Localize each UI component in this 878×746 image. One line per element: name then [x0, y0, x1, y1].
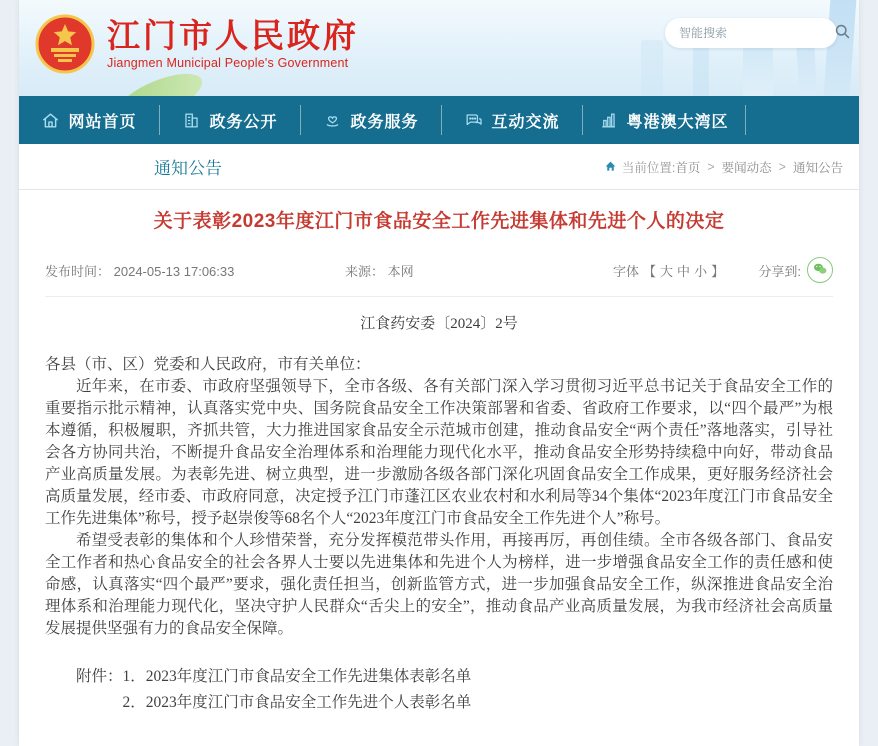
- skyline-decoration: [641, 40, 663, 96]
- page-card: [19, 0, 859, 746]
- bar-chart-icon: [599, 111, 618, 130]
- site-name: 江门市人民政府: [107, 16, 359, 54]
- font-size-bracket: 【: [643, 263, 657, 279]
- chat-icon: [464, 111, 483, 130]
- article-meta: [45, 257, 833, 297]
- source-label: 来源：: [345, 263, 385, 279]
- nav-item-gov-services[interactable]: [301, 96, 441, 144]
- search-button[interactable]: [834, 23, 851, 43]
- share-control: [758, 257, 833, 283]
- nav-item-label: 粤港澳大湾区: [626, 113, 729, 131]
- salutation: 各县（市、区）党委和人民政府，市有关单位：: [45, 356, 371, 373]
- breadcrumb-row: [19, 144, 859, 190]
- nav-spacer: [746, 96, 859, 144]
- font-size-control: [613, 261, 758, 280]
- breadcrumb-item-news[interactable]: 要闻动态: [721, 160, 772, 175]
- search-input[interactable]: [679, 26, 834, 40]
- document-number: 江食药安委〔2024〕2号: [360, 316, 518, 332]
- search-icon: [834, 23, 851, 43]
- section-title: 通知公告: [154, 159, 222, 178]
- nav-item-home[interactable]: [19, 96, 159, 144]
- source-value: 本网: [387, 263, 414, 279]
- breadcrumb-separator: >: [707, 159, 715, 174]
- attachments-list: [123, 664, 472, 716]
- attachment-link-2[interactable]: 2．2023年度江门市食品安全工作先进个人表彰名单: [122, 694, 472, 711]
- breadcrumb-item-home[interactable]: 首页: [675, 160, 701, 175]
- skyline-decoration: [693, 48, 709, 96]
- brand-text: [107, 18, 359, 70]
- article-source: [345, 261, 613, 280]
- font-size-large-button[interactable]: 大: [660, 263, 674, 279]
- wechat-share-button[interactable]: [807, 257, 833, 283]
- breadcrumb-location-label: 当前位置:: [621, 160, 676, 175]
- font-size-bracket: 】: [711, 263, 725, 279]
- search-box[interactable]: [665, 18, 837, 48]
- article-title: 关于表彰2023年度江门市食品安全工作先进集体和先进个人的决定: [153, 211, 725, 232]
- attachments-label: 附件：: [76, 668, 123, 685]
- publish-time: [45, 261, 345, 280]
- nav-item-bay-area[interactable]: [583, 96, 745, 144]
- building-icon: [182, 111, 201, 130]
- national-emblem-logo: [35, 14, 95, 74]
- wechat-icon: [812, 261, 828, 280]
- body-paragraph: 希望受表彰的集体和个人珍惜荣誉，充分发挥模范带头作用，再接再厉，再创佳绩。全市各级各部门、食品安全工作者和热心食品安全的社会各界人士要以先进集体和先进个人为榜样，进一步增强食品安全工作的责任感和使命感，认真落实“四个最严”要求，强化责任担当，创新监管方式，进一步加强食品安全工作，纵深推进食品安全治理体系和治理能力现代化，坚决守护人民群众“舌尖上的安全”，推动食品产业高质量发展，为我市经济社会高质量发展提供坚强有力的食品安全保障。: [45, 532, 833, 637]
- nav-item-label: 政务公开: [209, 113, 278, 131]
- main-nav: [19, 96, 859, 144]
- body-paragraph: 近年来，在市委、市政府坚强领导下，全市各级、各有关部门深入学习贯彻习近平总书记关于食品安全工作的重要指示批示精神，认真落实党中央、国务院食品安全工作决策部署和省委、省政府工作要求，以“四个最严”为根本遵循，积极履职，齐抓共管，大力推进国家食品安全示范城市创建，推动食品安全“两个责任”落地落实，引导社会各方协同共治，不断提升食品安全治理体系和治理能力现代化水平，推动食品安全形势持续稳中向好，带动食品产业高质量发展。为表彰先进、树立典型，进一步激励各级各部门深化巩固食品安全工作成果，更好服务经济社会高质量发展，经市委、市政府同意，决定授予江门市蓬江区农业农村和水利局等34个集体“2023年度江门市食品安全工作先进集体”称号，授予赵崇俊等68名个人“2023年度江门市食品安全工作先进个人”称号。: [45, 378, 833, 527]
- attachments-block: [45, 664, 833, 716]
- nav-item-interaction[interactable]: [442, 96, 582, 144]
- home-icon: [41, 111, 60, 130]
- font-size-label: 字体: [613, 263, 640, 279]
- publish-time-label: 发布时间：: [45, 263, 111, 279]
- publish-time-value: 2024-05-13 17:06:33: [113, 263, 235, 279]
- nav-item-gov-disclosure[interactable]: [160, 96, 300, 144]
- article: [19, 206, 859, 746]
- attachment-link-1[interactable]: 1．2023年度江门市食品安全工作先进集体表彰名单: [122, 668, 472, 685]
- breadcrumb: [604, 158, 859, 176]
- site-brand[interactable]: [35, 14, 359, 74]
- breadcrumb-separator: >: [778, 159, 786, 174]
- breadcrumb-home-icon: [604, 160, 617, 173]
- nav-item-label: 互动交流: [491, 113, 560, 131]
- heart-hand-icon: [323, 111, 342, 130]
- skyline-decoration: [824, 0, 857, 96]
- article-body: [45, 354, 833, 640]
- share-label: 分享到:: [758, 263, 801, 279]
- font-size-medium-button[interactable]: 中: [677, 263, 691, 279]
- breadcrumb-item-current: 通知公告: [792, 160, 843, 175]
- site-banner: [19, 0, 859, 96]
- nav-item-label: 网站首页: [68, 113, 137, 131]
- font-size-small-button[interactable]: 小: [694, 263, 708, 279]
- nav-item-label: 政务服务: [350, 113, 419, 131]
- site-name-english: Jiangmen Municipal People's Government: [107, 56, 349, 71]
